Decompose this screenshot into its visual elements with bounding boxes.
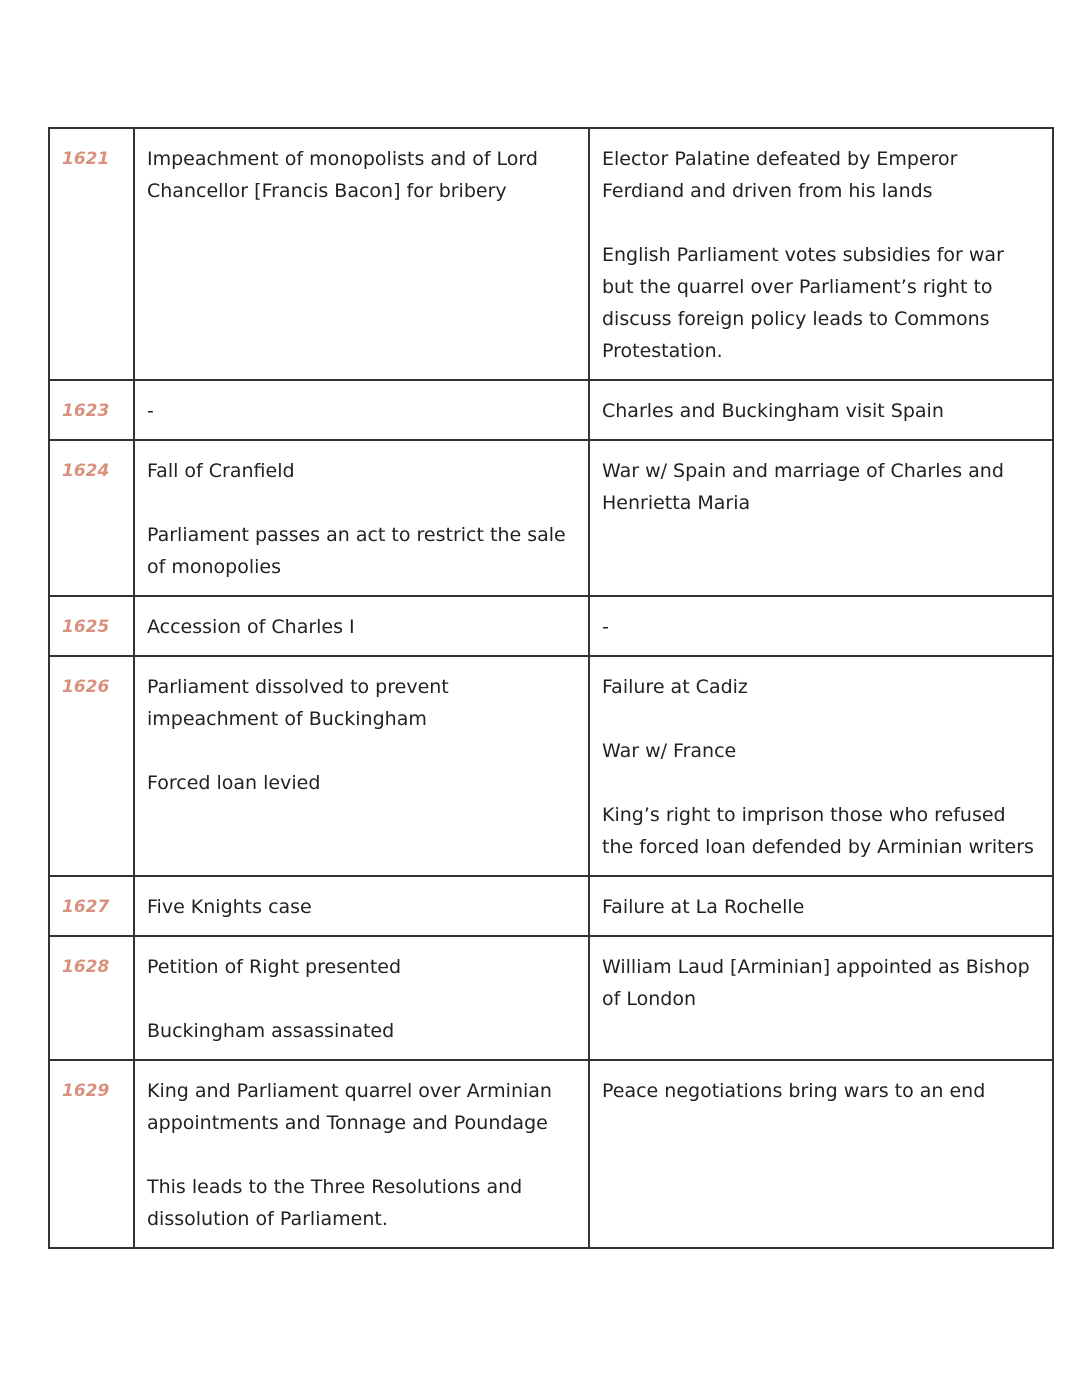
year-label: 1626 (62, 677, 110, 697)
year-cell (49, 380, 134, 440)
domestic-entry: - (147, 400, 154, 422)
foreign-entry: English Parliament votes subsidies for war but the quarrel over Parliament’s right to discuss foreign policy leads to Commons Protestation. (602, 244, 1004, 362)
year-cell (49, 936, 134, 1060)
foreign-entry: Elector Palatine defeated by Emperor Ferdiand and driven from his lands (602, 148, 958, 202)
table-row (49, 128, 1053, 380)
foreign-entry: Failure at Cadiz (602, 676, 748, 698)
domestic-entry: Forced loan levied (147, 772, 321, 794)
year-label: 1624 (62, 461, 110, 481)
foreign-cell (589, 380, 1053, 440)
year-label: 1625 (62, 617, 110, 637)
year-cell (49, 1060, 134, 1248)
domestic-entry: Accession of Charles I (147, 616, 355, 638)
domestic-cell (134, 876, 589, 936)
domestic-entry: This leads to the Three Resolutions and dissolution of Parliament. (147, 1176, 523, 1230)
year-label: 1623 (62, 401, 110, 421)
foreign-cell (589, 656, 1053, 876)
domestic-entry: Five Knights case (147, 896, 312, 918)
domestic-cell (134, 128, 589, 380)
foreign-entry: - (602, 616, 609, 638)
year-cell (49, 656, 134, 876)
foreign-entry: King’s right to imprison those who refused the forced loan defended by Arminian writers (602, 804, 1034, 858)
domestic-entry: King and Parliament quarrel over Arminian appointments and Tonnage and Poundage (147, 1080, 552, 1134)
domestic-cell (134, 656, 589, 876)
domestic-entry: Parliament passes an act to restrict the sale of monopolies (147, 524, 566, 578)
table-row (49, 1060, 1053, 1248)
timeline-table (48, 127, 1054, 1249)
domestic-cell (134, 380, 589, 440)
table-row (49, 936, 1053, 1060)
foreign-cell (589, 440, 1053, 596)
domestic-cell (134, 1060, 589, 1248)
foreign-entry: Charles and Buckingham visit Spain (602, 400, 944, 422)
table-row (49, 876, 1053, 936)
domestic-entry: Buckingham assassinated (147, 1020, 395, 1042)
domestic-entry: Impeachment of monopolists and of Lord Chancellor [Francis Bacon] for bribery (147, 148, 538, 202)
foreign-entry: War w/ Spain and marriage of Charles and Henrietta Maria (602, 460, 1004, 514)
year-label: 1629 (62, 1081, 110, 1101)
domestic-cell (134, 596, 589, 656)
domestic-entry: Parliament dissolved to prevent impeachment of Buckingham (147, 676, 449, 730)
domestic-entry: Petition of Right presented (147, 956, 402, 978)
domestic-cell (134, 440, 589, 596)
year-cell (49, 128, 134, 380)
foreign-entry: Peace negotiations bring wars to an end (602, 1080, 986, 1102)
foreign-cell (589, 596, 1053, 656)
year-cell (49, 440, 134, 596)
foreign-cell (589, 876, 1053, 936)
domestic-entry: Fall of Cranfield (147, 460, 295, 482)
foreign-entry: War w/ France (602, 740, 737, 762)
table-row (49, 380, 1053, 440)
foreign-cell (589, 128, 1053, 380)
foreign-cell (589, 936, 1053, 1060)
year-label: 1621 (62, 149, 110, 169)
table-row (49, 440, 1053, 596)
year-label: 1627 (62, 897, 110, 917)
year-cell (49, 876, 134, 936)
table-row (49, 596, 1053, 656)
foreign-cell (589, 1060, 1053, 1248)
domestic-cell (134, 936, 589, 1060)
foreign-entry: Failure at La Rochelle (602, 896, 805, 918)
year-cell (49, 596, 134, 656)
table-row (49, 656, 1053, 876)
year-label: 1628 (62, 957, 110, 977)
foreign-entry: William Laud [Arminian] appointed as Bishop of London (602, 956, 1030, 1010)
